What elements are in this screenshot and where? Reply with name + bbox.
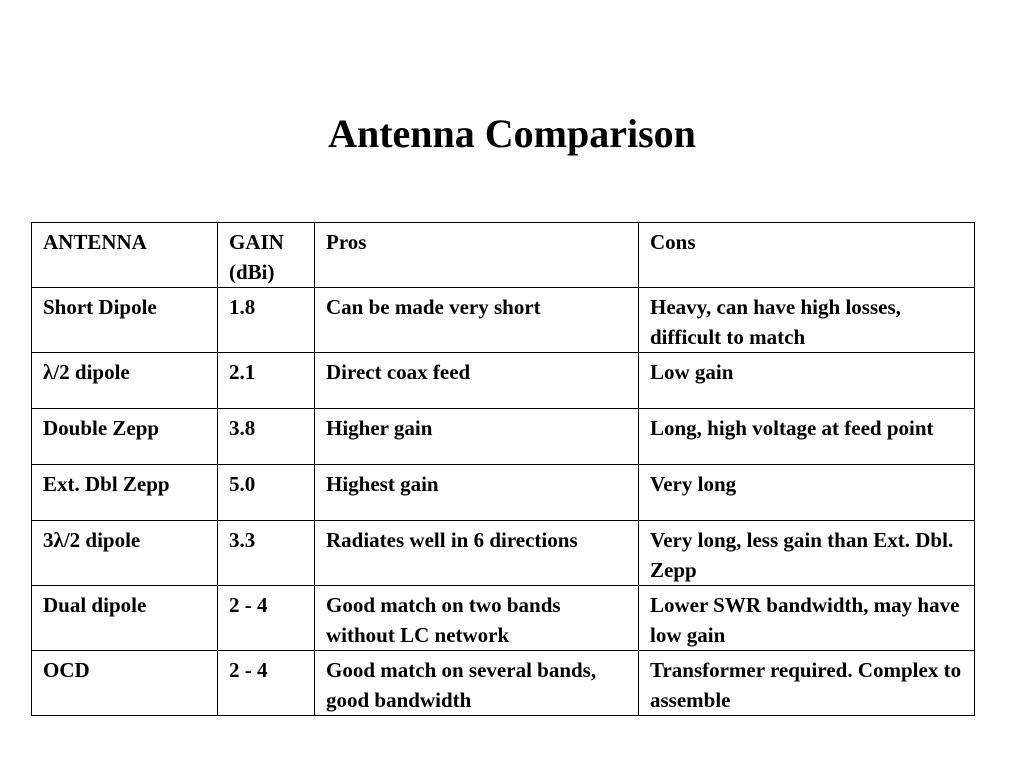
table-header-row — [32, 223, 975, 288]
cell-cons: Long, high voltage at feed point — [639, 409, 975, 465]
cell-cons: Heavy, can have high losses, difficult to match — [639, 288, 975, 353]
table-row — [32, 521, 975, 586]
cell-pros: Highest gain — [315, 465, 639, 521]
cell-gain: 2 - 4 — [218, 586, 315, 651]
cell-gain: 2.1 — [218, 353, 315, 409]
cell-antenna: OCD — [32, 651, 218, 716]
table-row — [32, 586, 975, 651]
table-row — [32, 651, 975, 716]
cell-pros: Radiates well in 6 directions — [315, 521, 639, 586]
cell-antenna: Ext. Dbl Zepp — [32, 465, 218, 521]
cell-pros: Direct coax feed — [315, 353, 639, 409]
cell-antenna: Short Dipole — [32, 288, 218, 353]
cell-gain: 3.8 — [218, 409, 315, 465]
antenna-comparison-table — [31, 222, 975, 716]
cell-cons: Low gain — [639, 353, 975, 409]
table-row — [32, 409, 975, 465]
cell-antenna: Dual dipole — [32, 586, 218, 651]
cell-pros: Higher gain — [315, 409, 639, 465]
cell-antenna: 3λ/2 dipole — [32, 521, 218, 586]
cell-cons: Very long, less gain than Ext. Dbl. Zepp — [639, 521, 975, 586]
header-gain: GAIN (dBi) — [218, 223, 315, 288]
cell-cons: Lower SWR bandwidth, may have low gain — [639, 586, 975, 651]
cell-gain: 2 - 4 — [218, 651, 315, 716]
table-row — [32, 353, 975, 409]
cell-pros: Good match on two bands without LC network — [315, 586, 639, 651]
table-row — [32, 465, 975, 521]
table-row — [32, 288, 975, 353]
cell-cons: Very long — [639, 465, 975, 521]
cell-antenna: Double Zepp — [32, 409, 218, 465]
cell-cons: Transformer required. Complex to assemble — [639, 651, 975, 716]
cell-gain: 5.0 — [218, 465, 315, 521]
cell-gain: 1.8 — [218, 288, 315, 353]
header-pros: Pros — [315, 223, 639, 288]
cell-pros: Can be made very short — [315, 288, 639, 353]
page-title: Antenna Comparison — [328, 111, 696, 156]
header-cons: Cons — [639, 223, 975, 288]
cell-antenna: λ/2 dipole — [32, 353, 218, 409]
cell-gain: 3.3 — [218, 521, 315, 586]
cell-pros: Good match on several bands, good bandwidth — [315, 651, 639, 716]
header-antenna: ANTENNA — [32, 223, 218, 288]
